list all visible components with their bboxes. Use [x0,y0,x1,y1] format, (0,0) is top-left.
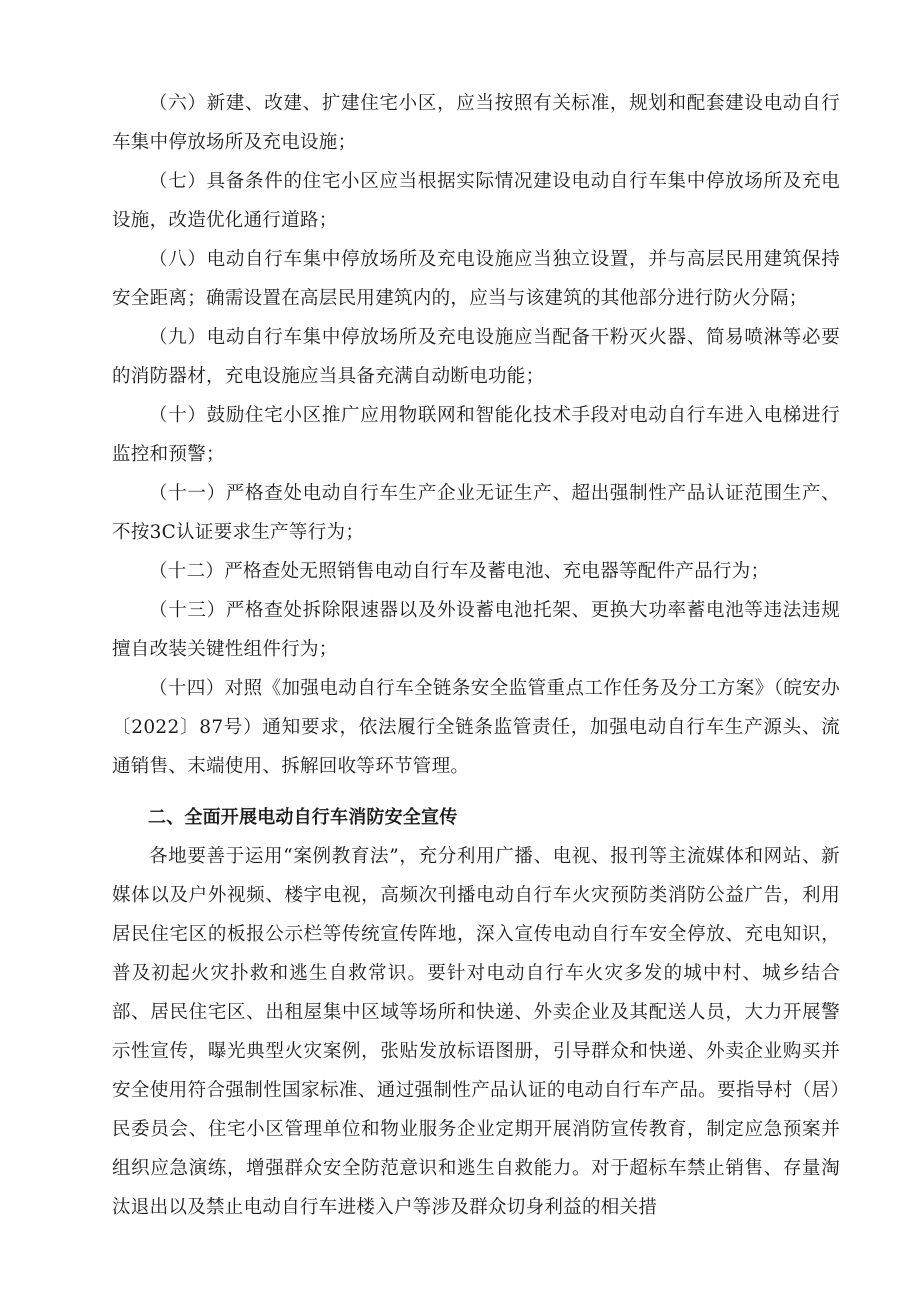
item-11: （十一）严格查处电动自行车生产企业无证生产、超出强制性产品认证范围生产、不按3C认证要求生产等行为； [112,483,840,543]
item-10: （十）鼓励住宅小区推广应用物联网和智能化技术手段对电动自行车进入电梯进行监控和预警； [112,405,840,465]
item-14: （十四）对照《加强电动自行车全链条安全监管重点工作任务及分工方案》（皖安办〔2022〕87号）通知要求，依法履行全链条监管责任，加强电动自行车生产源头、流通销售、末端使用、拆解回收等环节管理。 [112,678,840,777]
item-8: （八）电动自行车集中停放场所及充电设施应当独立设置，并与高层民用建筑保持安全距离；确需设置在高层民用建筑内的，应当与该建筑的其他部分进行防火分隔； [112,249,840,309]
section-2-body: 各地要善于运用“案例教育法”，充分利用广播、电视、报刊等主流媒体和网站、新媒体以及户外视频、楼宇电视，高频次刊播电动自行车火灾预防类消防公益广告，利用居民住宅区的板报公示栏等传统宣传阵地，深入宣传电动自行车安全停放、充电知识，普及初起火灾扑救和逃生自救常识。要针对电动自行车火灾多发的城中村、城乡结合部、居民住宅区、出租屋集中区域等场所和快递、外卖企业及其配送人员，大力开展警示性宣传，曝光典型火灾案例，张贴发放标语图册，引导群众和快递、外卖企业购买并安全使用符合强制性国家标准、通过强制性产品认证的电动自行车产品。要指导村（居）民委员会、住宅小区管理单位和物业服务企业定期开展消防宣传教育，制定应急预案并组织应急演练，增强群众安全防范意识和逃生自救能力。对于超标车禁止销售、存量淘汰退出以及禁止电动自行车进楼入户等涉及群众切身利益的相关措 [112,846,840,1218]
document-body [112,84,840,1227]
item-7: （七）具备条件的住宅小区应当根据实际情况建设电动自行车集中停放场所及充电设施，改造优化通行道路； [112,171,840,231]
item-12: （十二）严格查处无照销售电动自行车及蓄电池、充电器等配件产品行为； [149,561,770,582]
section-2-heading: 二、全面开展电动自行车消防安全宣传 [148,807,458,828]
item-13: （十三）严格查处拆除限速器以及外设蓄电池托架、更换大功率蓄电池等违法违规擅自改装关键性组件行为； [112,600,840,660]
item-9: （九）电动自行车集中停放场所及充电设施应当配备干粉灭火器、简易喷淋等必要的消防器材，充电设施应当具备充满自动断电功能； [112,327,840,387]
item-6: （六）新建、改建、扩建住宅小区，应当按照有关标准，规划和配套建设电动自行车集中停放场所及充电设施； [112,93,840,153]
